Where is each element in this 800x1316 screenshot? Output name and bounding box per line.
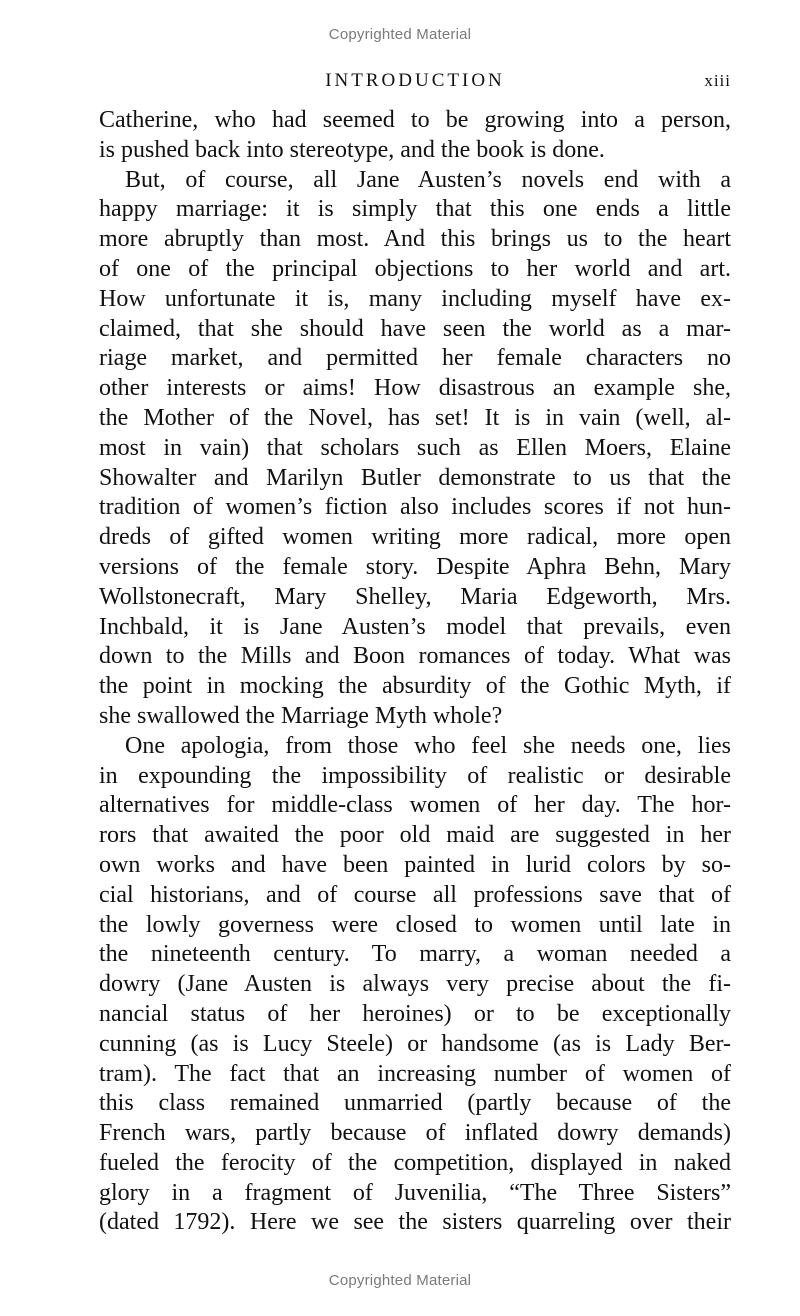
text-line: alternatives for middle-class women of her day. The hor- — [99, 792, 731, 819]
text-line: of one of the principal objections to her world and art. — [99, 255, 731, 282]
watermark-top: Copyrighted Material — [328, 26, 472, 43]
text-line: down to the Mills and Boon romances of today. What was — [99, 643, 731, 670]
text-line: dreds of gifted women writing more radical, more open — [99, 524, 731, 551]
text-line: One apologia, from those who feel she needs one, lies — [125, 732, 731, 759]
text-line: dowry (Jane Austen is always very precise about the fi- — [99, 971, 731, 998]
running-head — [99, 68, 731, 94]
text-line: glory in a fragment of Juvenilia, “The Three Sisters” — [99, 1179, 731, 1206]
text-line: tram). The fact that an increasing number of women of — [99, 1060, 731, 1087]
text-line: other interests or aims! How disastrous an example she, — [99, 375, 731, 402]
text-line: claimed, that she should have seen the world as a mar- — [99, 315, 731, 342]
text-line: French wars, partly because of inflated dowry demands) — [99, 1120, 731, 1147]
text-line: in expounding the impossibility of realistic or desirable — [99, 762, 731, 789]
text-line: (dated 1792). Here we see the sisters quarreling over their — [99, 1209, 731, 1236]
text-line: versions of the female story. Despite Aphra Behn, Mary — [99, 553, 731, 580]
text-line: Showalter and Marilyn Butler demonstrate to us that the — [99, 464, 731, 491]
text-line: How unfortunate it is, many including myself have ex- — [99, 285, 731, 312]
page-number: xiii — [704, 71, 731, 90]
text-line: Catherine, who had seemed to be growing into a person, — [99, 107, 731, 133]
text-line: most in vain) that scholars such as Ellen Moers, Elaine — [99, 434, 731, 461]
text-line: the Mother of the Novel, has set! It is in vain (well, al- — [99, 404, 731, 431]
text-line: nancial status of her heroines) or to be exceptionally — [99, 1000, 731, 1027]
text-line: tradition of women’s fiction also includes scores if not hun- — [99, 494, 731, 521]
text-line: the point in mocking the absurdity of the Gothic Myth, if — [99, 673, 731, 700]
text-line: Inchbald, it is Jane Austen’s model that prevails, even — [99, 613, 731, 640]
text-line: riage market, and permitted her female characters no — [99, 345, 731, 372]
section-title: INTRODUCTION — [325, 70, 505, 91]
text-line: cunning (as is Lucy Steele) or handsome (as is Lady Ber- — [99, 1030, 731, 1057]
text-line: she swallowed the Marriage Myth whole? — [99, 702, 503, 729]
text-line: happy marriage: it is simply that this one ends a little — [99, 196, 731, 223]
text-line: Wollstonecraft, Mary Shelley, Maria Edgeworth, Mrs. — [99, 583, 731, 610]
text-line: the nineteenth century. To marry, a woman needed a — [99, 941, 731, 968]
text-line: cial historians, and of course all professions save that of — [99, 881, 731, 908]
text-line: more abruptly than most. And this brings us to the heart — [99, 226, 731, 253]
text-line: the lowly governess were closed to women until late in — [99, 911, 731, 938]
text-line: this class remained unmarried (partly because of the — [99, 1090, 731, 1117]
text-line: rors that awaited the poor old maid are suggested in her — [99, 822, 731, 849]
text-line: But, of course, all Jane Austen’s novels end with a — [125, 166, 731, 193]
text-line: fueled the ferocity of the competition, displayed in naked — [99, 1149, 731, 1176]
body-text — [99, 106, 731, 1238]
text-line: own works and have been painted in lurid colors by so- — [99, 851, 731, 878]
watermark-bottom: Copyrighted Material — [328, 1272, 472, 1289]
text-line: is pushed back into stereotype, and the book is done. — [99, 136, 605, 163]
